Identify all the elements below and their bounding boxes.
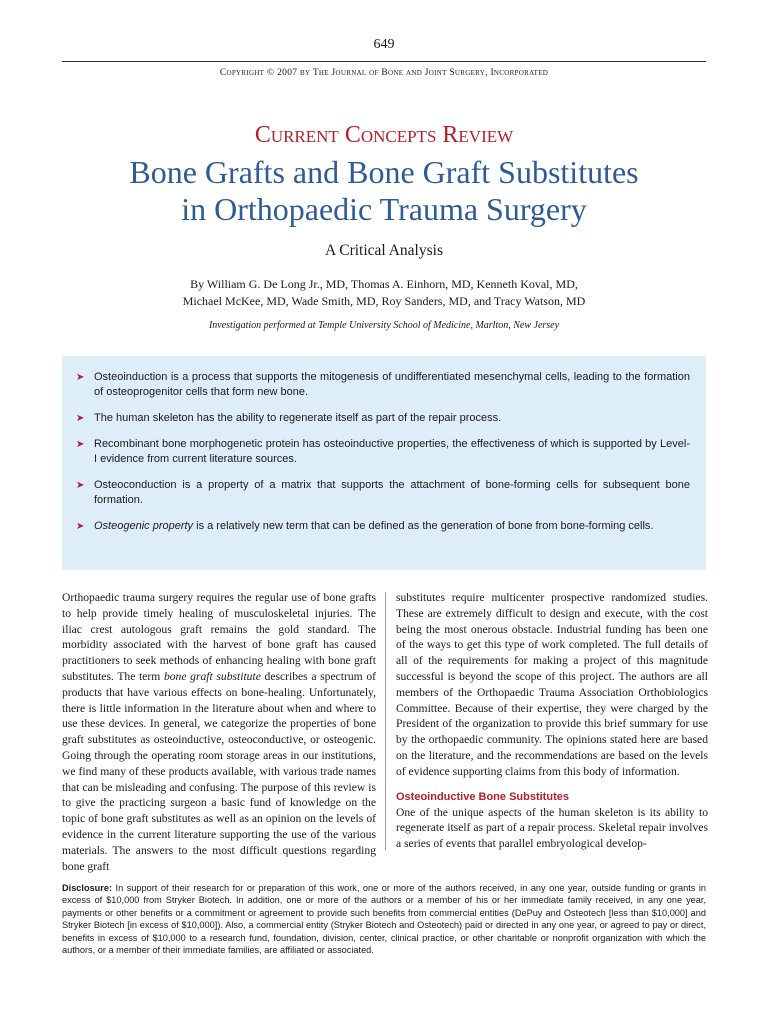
key-point-item (76, 519, 690, 534)
article-subtitle: A Critical Analysis (325, 242, 443, 259)
body-paragraph (62, 590, 376, 874)
key-point-item (76, 411, 690, 426)
article-title-line-1: Bone Grafts and Bone Graft Substitutes (129, 154, 639, 190)
arrow-bullet-icon: ➤ (76, 439, 85, 450)
key-points-box (62, 356, 706, 570)
key-point-text-rest: is a relatively new term that can be defined as the generation of bone from bone-forming cells. (193, 520, 654, 532)
key-point-item (76, 437, 690, 467)
arrow-bullet-icon: ➤ (76, 413, 85, 424)
body-text: Orthopaedic trauma surgery requires the regular use of bone grafts to help provide timely healing of musculoskeletal injuries. The iliac crest autologous graft remains the gold standard. The morbidity associated with the harvest of bone graft has caused practitioners to seek methods of enhancing healing with bone graft substitutes. The term (62, 591, 376, 683)
disclosure-note (62, 882, 706, 956)
body-text: describes a spectrum of products that have various effects on bone-healing. Unfortunately, there is little information in the literature about when and where to use these devices. In general, we categorize the properties of bone graft substitutes as osteoinductive, osteoconductive, or osteogenic. Going through the operating room storage areas in our institutions, we find many of these products available, with various trade names that can be misleading and confusing. The purpose of this review is to give the practicing surgeon a basic fund of knowledge on the topic of bone graft substitutes as well as an opinion on the levels of evidence in the current literature supporting the use of the various materials. The answers to the most difficult questions regarding bone graft (62, 669, 376, 873)
column-divider (385, 592, 386, 850)
section-label: Current Concepts Review (254, 122, 514, 148)
author-line-1: By William G. De Long Jr., MD, Thomas A. Einhorn, MD, Kenneth Koval, MD, (190, 277, 578, 291)
key-point-text: Osteoconduction is a property of a matrix that supports the attachment of bone-forming cells for subsequent bone formation. (94, 479, 690, 506)
body-term: bone graft substitute (163, 669, 261, 683)
arrow-bullet-icon: ➤ (76, 480, 85, 491)
key-point-text: The human skeleton has the ability to regenerate itself as part of the repair process. (94, 412, 502, 424)
key-point-text (94, 520, 653, 532)
right-column (396, 590, 708, 852)
disclosure-text: In support of their research for or preparation of this work, one or more of the authors received, in any one year, outside funding or grants in excess of $10,000 from Stryker Biotech. In addition, one or more of the authors or a member of his or her immediate family received, in any one year, payments or other benefits or a commitment or agreement to provide such benefits from commercial entities (DePuy and Osteotech [less than $10,000] and Stryker Biotech [in excess of $10,000]). Also, a commercial entity (Stryker Biotech and Osteotech) paid or directed in any one year, or agreed to pay or direct, benefits in excess of $10,000 to a research fund, foundation, division, center, clinical practice, or other charitable or nonprofit organization with which the authors, or a member of their immediate families, are affiliated or associated. (62, 883, 706, 956)
author-list (0, 276, 768, 310)
section-subheading: Osteoinductive Bone Substitutes (396, 790, 569, 803)
key-point-term: Osteogenic property (94, 520, 194, 532)
body-paragraph: One of the unique aspects of the human skeleton is its ability to regenerate itself as part of a repair process. Skeletal repair involves a series of events that parallel embryological develop- (396, 805, 708, 851)
arrow-bullet-icon: ➤ (76, 372, 85, 383)
copyright-line: Copyright © 2007 by The Journal of Bone and Joint Surgery, Incorporated (219, 68, 549, 78)
key-point-text: Recombinant bone morphogenetic protein has osteoinductive properties, the effectiveness of which is supported by Level-I evidence from current literature sources. (94, 438, 690, 465)
article-title (0, 154, 768, 228)
article-title-line-2: in Orthopaedic Trauma Surgery (181, 191, 587, 227)
institution-note: Investigation performed at Temple University School of Medicine, Marlton, New Jersey (208, 320, 560, 331)
arrow-bullet-icon: ➤ (76, 521, 85, 532)
disclosure-label: Disclosure: (62, 883, 113, 893)
author-line-2: Michael McKee, MD, Wade Smith, MD, Roy Sanders, MD, and Tracy Watson, MD (182, 294, 586, 308)
body-paragraph: substitutes require multicenter prospective randomized studies. These are extremely difficult to design and execute, with the cost being the most onerous obstacle. Industrial funding has been one of the ways to get this type of work completed. The full details of all of the requirements for making a project of this magnitude successful is beyond the scope of this project. The authors are all members of the Orthopaedic Trauma Association Orthobiologics Committee. Because of their expertise, they were charged by the President of the organization to provide this brief summary for use by the orthopaedic community. The opinions stated here are based on the literature, and the recommendations are based on the levels of evidence supporting claims from this body of information. (396, 591, 708, 778)
header-rule (62, 61, 706, 62)
key-point-text: Osteoinduction is a process that supports the mitogenesis of undifferentiated mesenchymal cells, leading to the formation of osteoprogenitor cells that form new bone. (94, 371, 690, 398)
key-point-item (76, 370, 690, 400)
left-column (62, 590, 376, 874)
key-point-item (76, 478, 690, 508)
page-number: 649 (373, 37, 395, 52)
